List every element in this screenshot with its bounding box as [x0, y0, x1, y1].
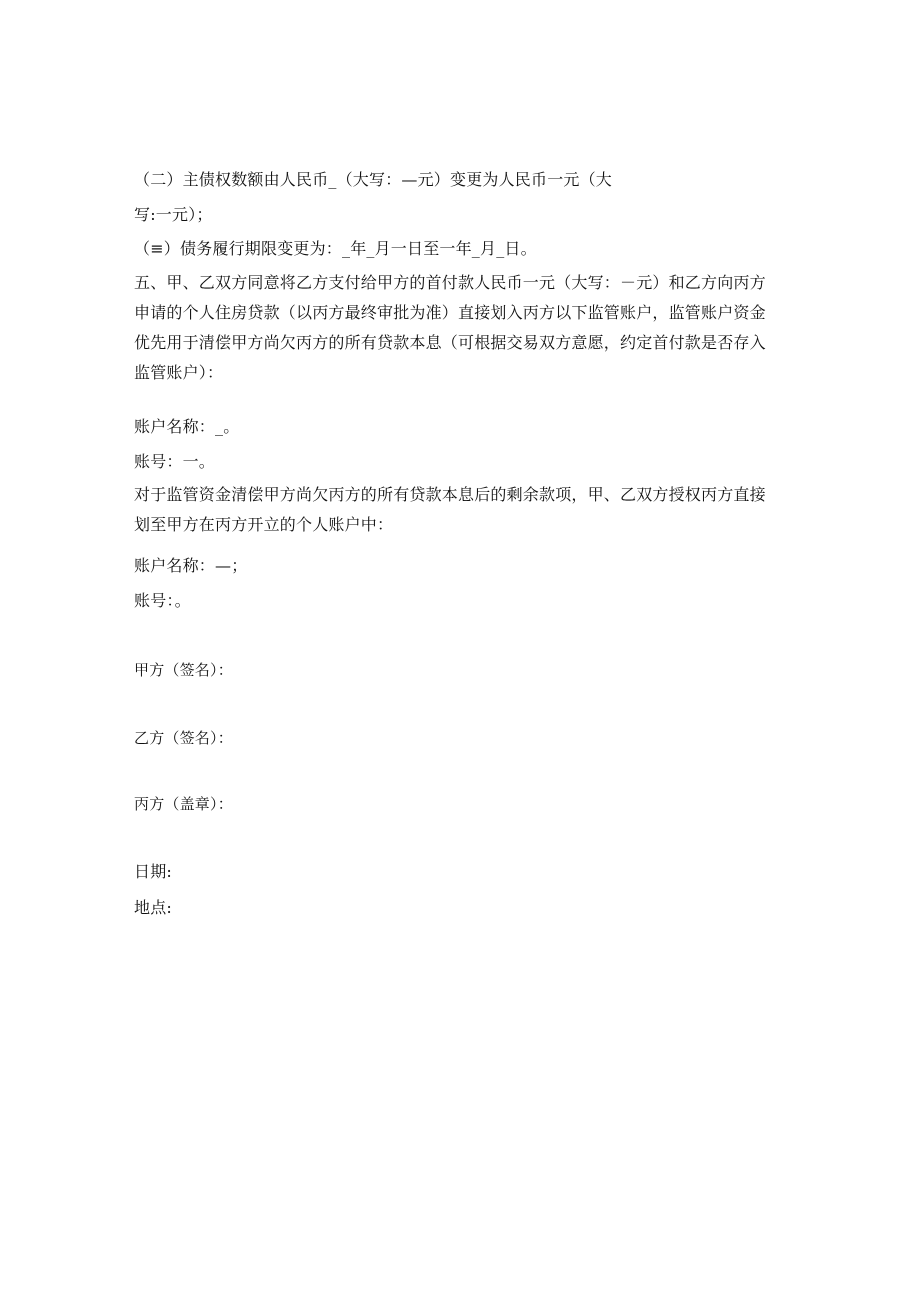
- party-b-signature: 乙方（签名）：: [134, 729, 233, 747]
- account-1-name: 账户名称：_。: [134, 417, 240, 436]
- party-a-signature: 甲方（签名）：: [134, 661, 233, 679]
- remaining-funds-clause: 对于监管资金清偿甲方尚欠丙方的所有贷款本息后的剩余款项，甲、乙双方授权丙方直接划至甲方在丙方开立的个人账户中：: [134, 485, 766, 534]
- party-c-seal: 丙方（盖章）：: [134, 795, 233, 813]
- account-1-number: 账号：一。: [134, 452, 216, 471]
- date-label: 日期:: [134, 862, 172, 881]
- clause-3: （≡）债务履行期限变更为：_年_月一日至一年_月_日。: [134, 239, 537, 258]
- clause-2-line-1: （二）主债权数额由人民币_（大写：—元）变更为人民币一元（大: [134, 170, 613, 189]
- account-2-number: 账号：。: [134, 591, 191, 610]
- clause-2-line-2: 写:一元）；: [134, 205, 213, 224]
- clause-5: 五、甲、乙双方同意将乙方支付给甲方的首付款人民币一元（大写：－元）和乙方向丙方申请的个人住房贷款（以丙方最终审批为准）直接划入丙方以下监管账户，监管账户资金优先用于清偿甲方尚欠丙方的所有贷款本息（可根据交易双方意愿，约定首付款是否存入监管账户）：: [134, 273, 766, 382]
- account-2-name: 账户名称：—；: [134, 556, 248, 575]
- place-label: 地点:: [134, 898, 172, 917]
